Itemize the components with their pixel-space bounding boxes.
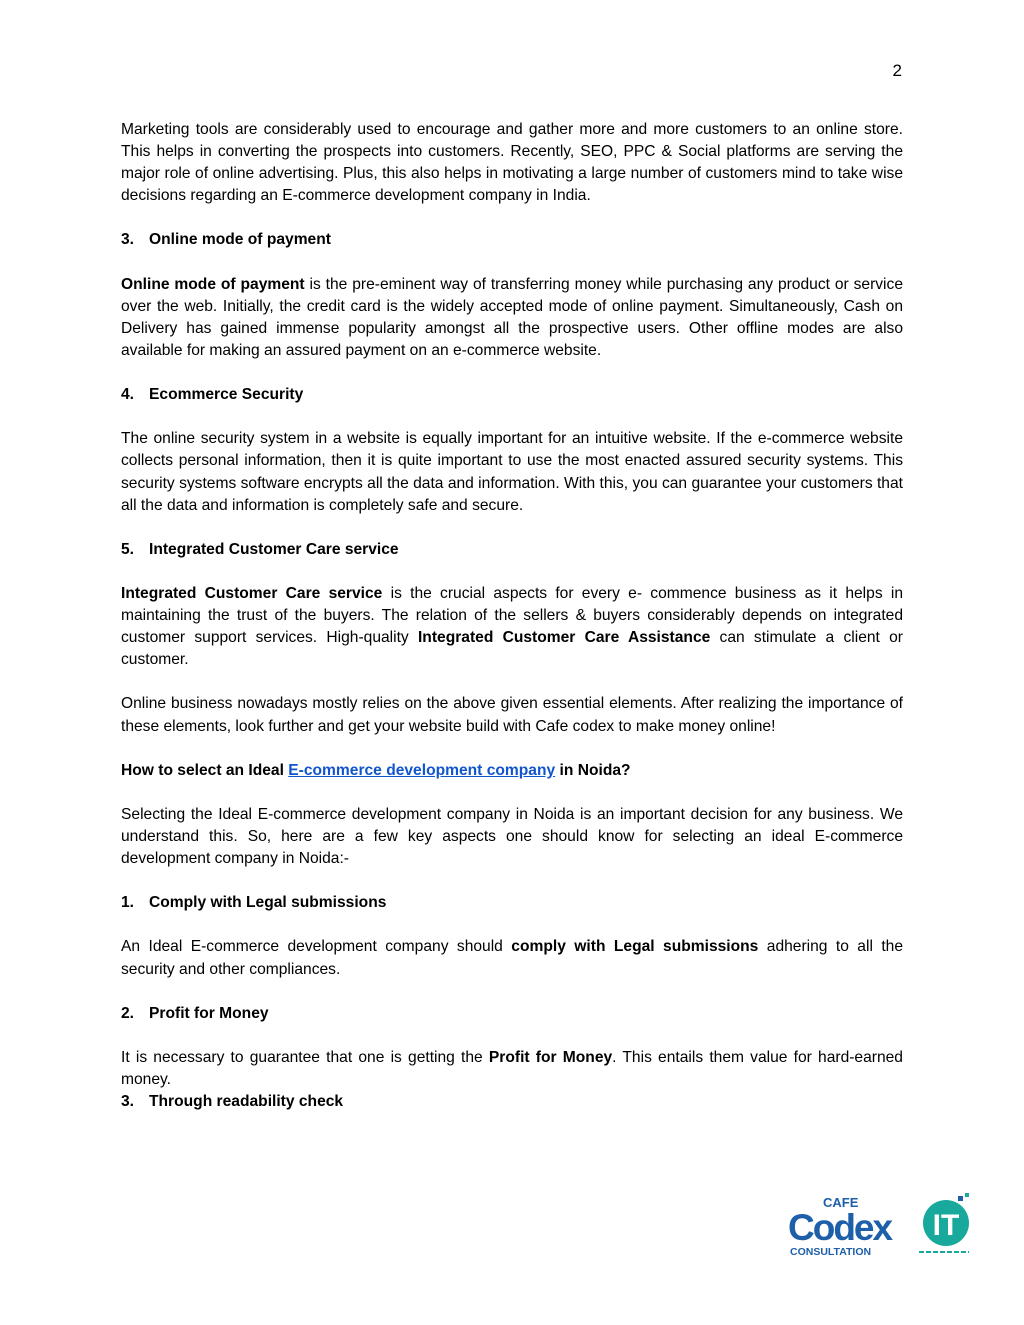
bold-term: Online mode of payment (121, 275, 305, 293)
logo-codex-text: Codex (788, 1207, 892, 1248)
paragraph-text: can stimulate a client or customer. (121, 629, 903, 669)
bold-term: Integrated Customer Care Assistance (417, 629, 711, 647)
logo-square-1 (958, 1196, 963, 1201)
cafe-codex-logo (786, 1193, 972, 1259)
paragraph-profit (121, 1047, 903, 1091)
heading-text: Through readability check (149, 1093, 344, 1111)
heading-text: Profit for Money (149, 1004, 269, 1022)
heading-text: in Noida? (555, 761, 631, 779)
heading-text: Ecommerce Security (149, 386, 304, 404)
heading-select-company (121, 760, 903, 782)
bold-term: Profit for Money (488, 1048, 613, 1066)
heading-text: Comply with Legal submissions (149, 894, 387, 912)
heading-profit (121, 1003, 903, 1025)
logo-square-2 (965, 1193, 969, 1197)
paragraph-selecting: Selecting the Ideal E-commerce development company in Noida is an important decision for any business. We understand this. So, here are a few key aspects one should know for selecting an ideal E-commerce development company in Noida:- (121, 805, 903, 868)
heading-comply (121, 892, 903, 914)
paragraph-comply (121, 936, 903, 980)
document-body (121, 119, 903, 1113)
bold-term: comply with Legal submissions (511, 938, 759, 956)
paragraph-text: An Ideal E-commerce development company should (121, 938, 512, 956)
heading-text: Online mode of payment (149, 231, 331, 249)
heading-customer-care (121, 539, 903, 561)
paragraph-payment (121, 274, 903, 362)
heading-online-payment (121, 229, 903, 251)
paragraph-text: is the pre-eminent way of transferring money while purchasing any product or service over the web. Initially, the credit card is the widely accepted mode of online payment. Simultaneously, Cash on Delivery has gained immense popularity amongst all the prospective users. Other offline modes are also available for making an assured payment on an e-commerce website. (121, 275, 903, 359)
paragraph-text: . This entails them value for hard-earned money. (121, 1048, 903, 1089)
logo-it-text: IT (932, 1209, 960, 1242)
heading-number: 5. (121, 540, 135, 558)
heading-ecommerce-security (121, 384, 903, 406)
paragraph-text: is the crucial aspects for every e- commence business as it helps in maintaining the trust of the buyers. The relation of the sellers & buyers considerably depends on integrated customer support services. High-quality (121, 584, 904, 647)
heading-number: 3. (121, 1093, 135, 1111)
paragraph-marketing: Marketing tools are considerably used to encourage and gather more and more customers to an online store. This helps in converting the prospects into customers. Recently, SEO, PPC & Social platforms are serving the major role of online advertising. Plus, this also helps in motivating a large number of customers mind to take wise decisions regarding an E-commerce development company in India. (121, 121, 903, 205)
heading-number: 2. (121, 1004, 135, 1022)
logo-cafe-text: CAFE (823, 1195, 859, 1210)
paragraph-text: It is necessary to guarantee that one is getting the (121, 1048, 489, 1066)
paragraph-customer-care (121, 583, 903, 671)
ecommerce-company-link[interactable]: E-commerce development company (288, 761, 556, 779)
paragraph-online-business: Online business nowadays mostly relies on the above given essential elements. After realizing the importance of these elements, look further and get your website build with Cafe codex to make money online! (121, 695, 903, 735)
bold-term: Integrated Customer Care service (121, 584, 383, 602)
heading-text: Integrated Customer Care service (149, 540, 399, 558)
paragraph-text: adhering to all the security and other compliances. (121, 938, 903, 978)
page-number: 2 (892, 61, 902, 80)
heading-number: 1. (121, 894, 135, 912)
logo-graphic (786, 1193, 972, 1259)
heading-number: 4. (121, 386, 135, 404)
heading-text: How to select an Ideal (121, 761, 289, 779)
paragraph-security: The online security system in a website is equally important for an intuitive website. If the e-commerce website collects personal information, then it is quite important to use the most enacted assured security systems. This security systems software encrypts all the data and information. With this, you can guarantee your customers that all the data and information is completely safe and secure. (121, 430, 903, 514)
heading-number: 3. (121, 231, 135, 249)
logo-consultation-text: CONSULTATION (790, 1246, 872, 1258)
heading-readability (121, 1091, 903, 1113)
